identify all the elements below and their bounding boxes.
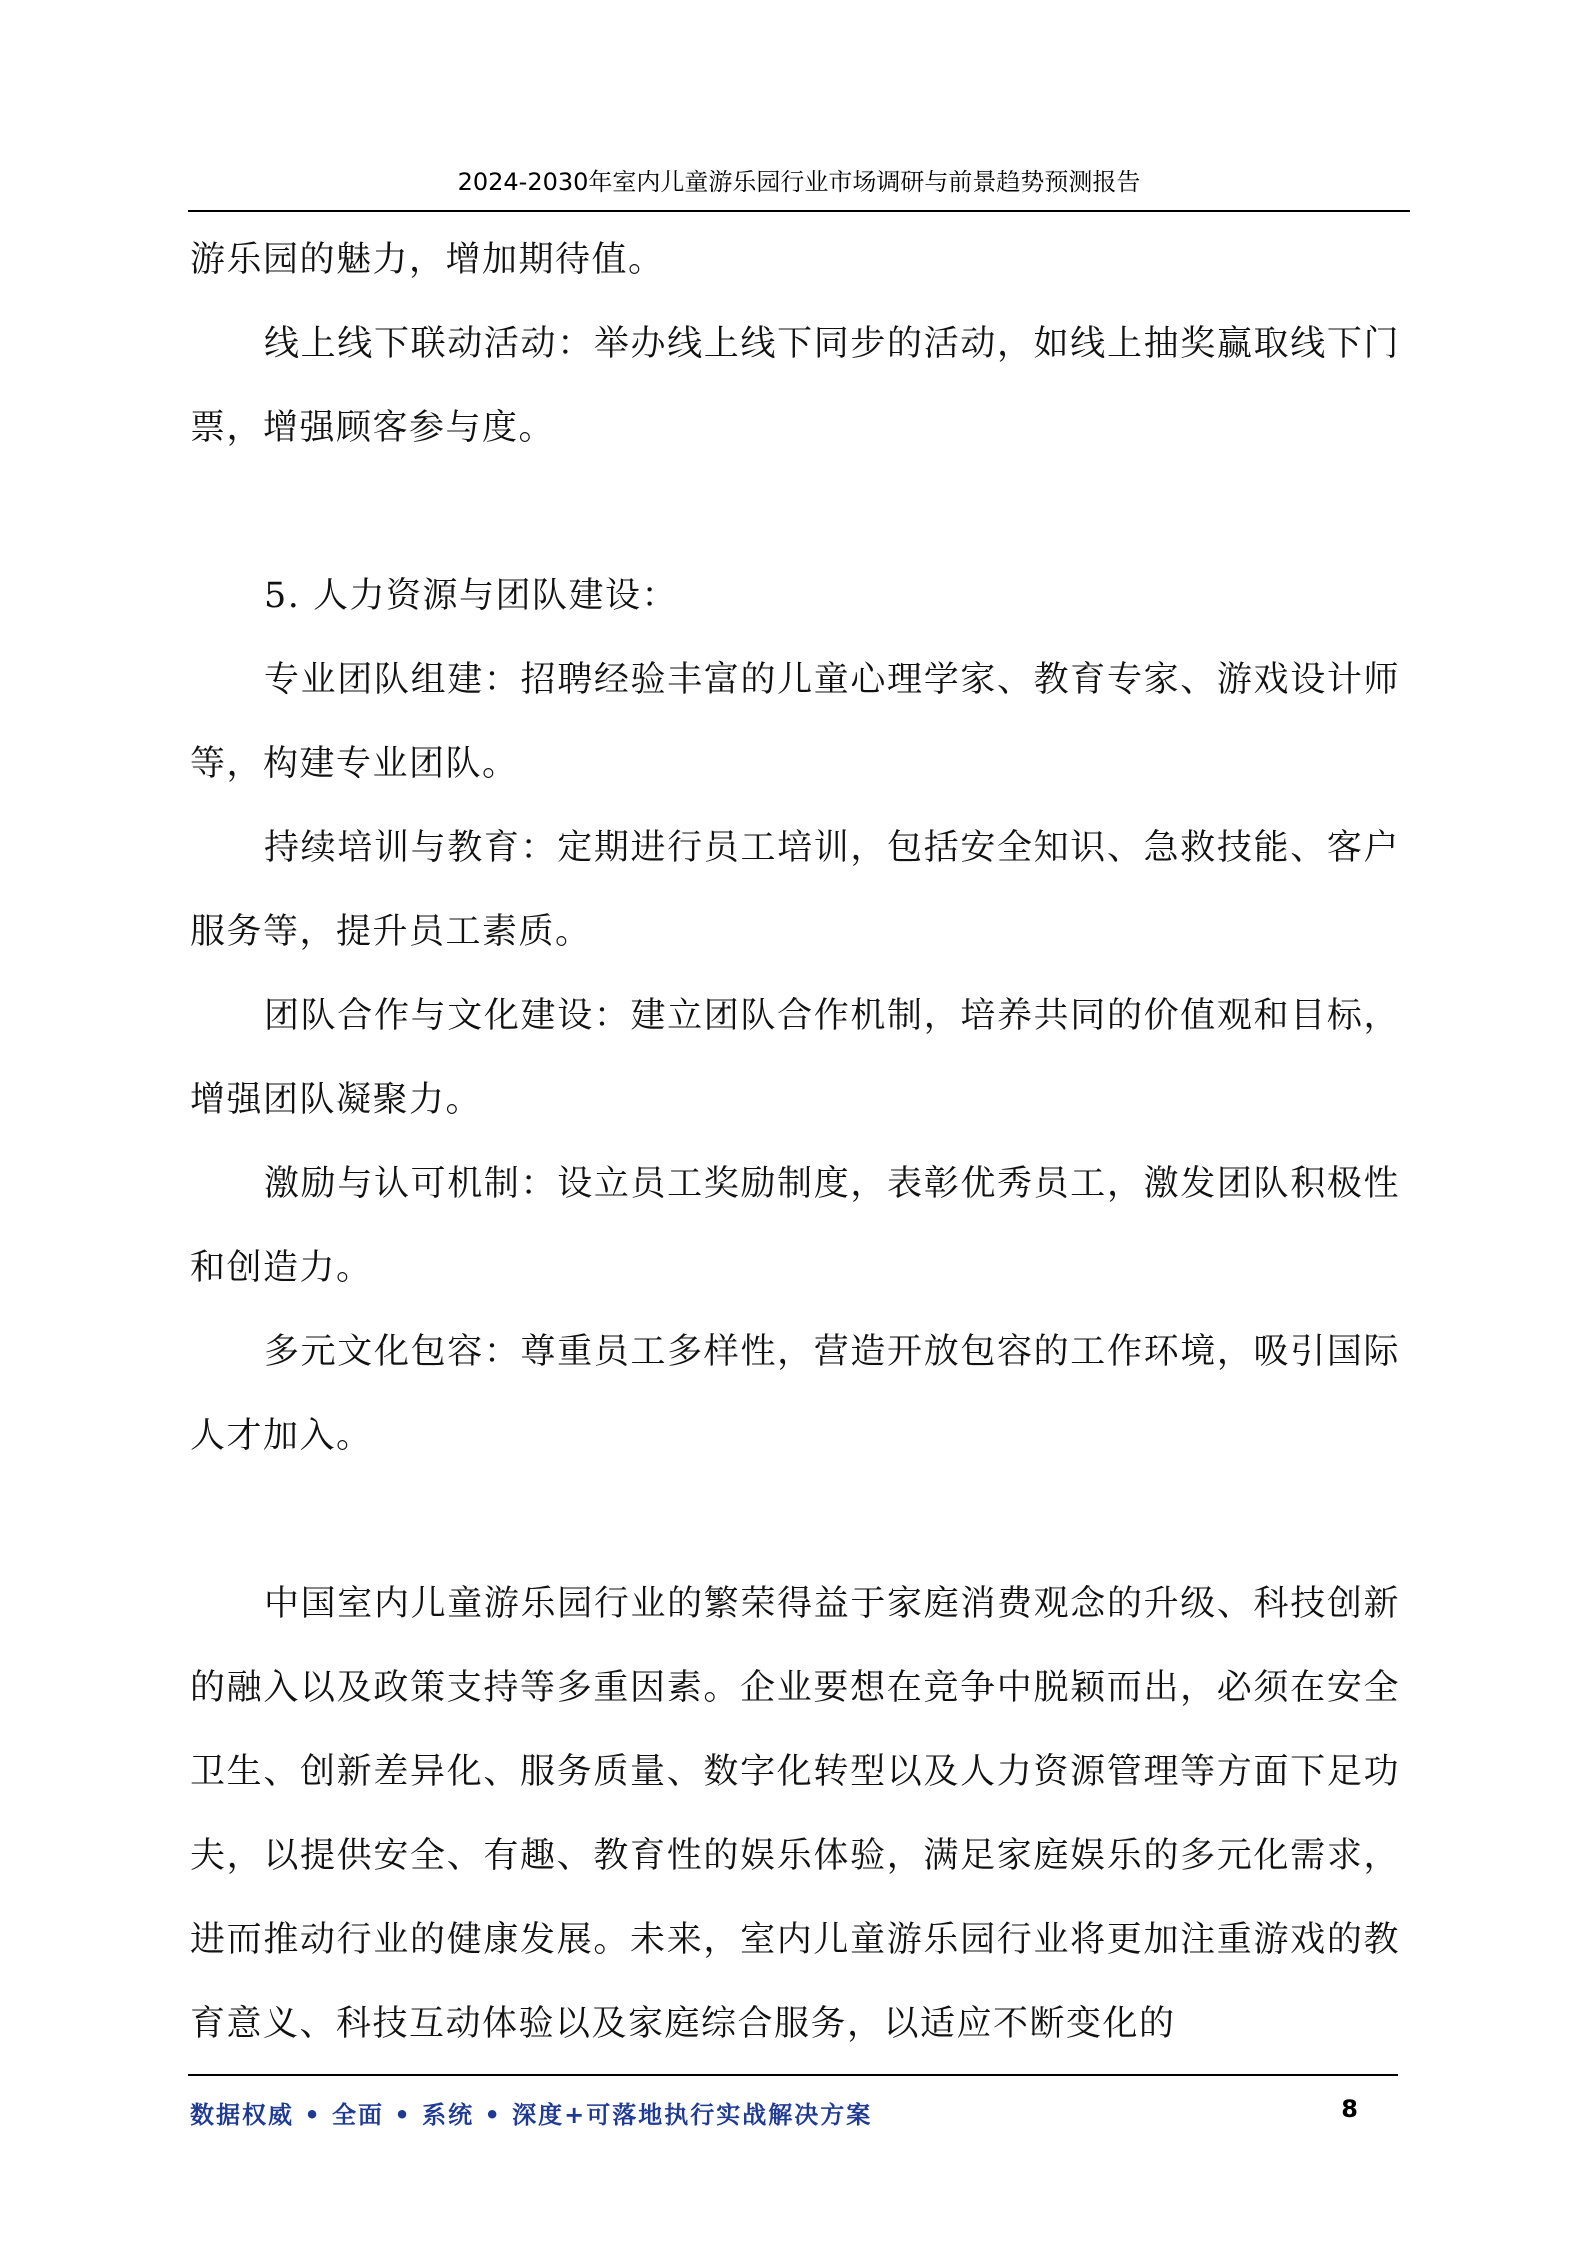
paragraph: 专业团队组建：招聘经验丰富的儿童心理学家、教育专家、游戏设计师等，构建专业团队。 (190, 660, 1400, 784)
paragraph: 线上线下联动活动：举办线上线下同步的活动，如线上抽奖赢取线下门票，增强顾客参与度。 (190, 324, 1400, 448)
paragraph: 激励与认可机制：设立员工奖励制度，表彰优秀员工，激发团队积极性和创造力。 (190, 1164, 1400, 1288)
paragraph: 游乐园的魅力，增加期待值。 (190, 240, 665, 280)
paragraph: 多元文化包容：尊重员工多样性，营造开放包容的工作环境，吸引国际人才加入。 (190, 1332, 1400, 1456)
paragraph: 持续培训与教育：定期进行员工培训，包括安全知识、急救技能、客户服务等，提升员工素质。 (190, 828, 1400, 952)
report-title: 2024-2030年室内儿童游乐园行业市场调研与前景趋势预测报告 (457, 168, 1141, 196)
paragraph-gap (190, 1478, 1400, 1562)
paragraph-gap (190, 470, 1400, 554)
footer-slogan: 数据权威 • 全面 • 系统 • 深度+可落地执行实战解决方案 (190, 2101, 873, 2129)
footer-divider (188, 2074, 1398, 2076)
document-body (190, 218, 1400, 2066)
paragraph: 中国室内儿童游乐园行业的繁荣得益于家庭消费观念的升级、科技创新的融入以及政策支持等多重因素。企业要想在竞争中脱颖而出，必须在安全卫生、创新差异化、服务质量、数字化转型以及人力资源管理等方面下足功夫，以提供安全、有趣、教育性的娱乐体验，满足家庭娱乐的多元化需求，进而推动行业的健康发展。未来，室内儿童游乐园行业将更加注重游戏的教育意义、科技互动体验以及家庭综合服务，以适应不断变化的 (190, 1584, 1400, 2044)
paragraph: 团队合作与文化建设：建立团队合作机制，培养共同的价值观和目标，增强团队凝聚力。 (190, 996, 1400, 1120)
page-number: 8 (1341, 2095, 1358, 2123)
section-heading: 5. 人力资源与团队建设： (264, 576, 679, 616)
page-header (188, 160, 1410, 212)
